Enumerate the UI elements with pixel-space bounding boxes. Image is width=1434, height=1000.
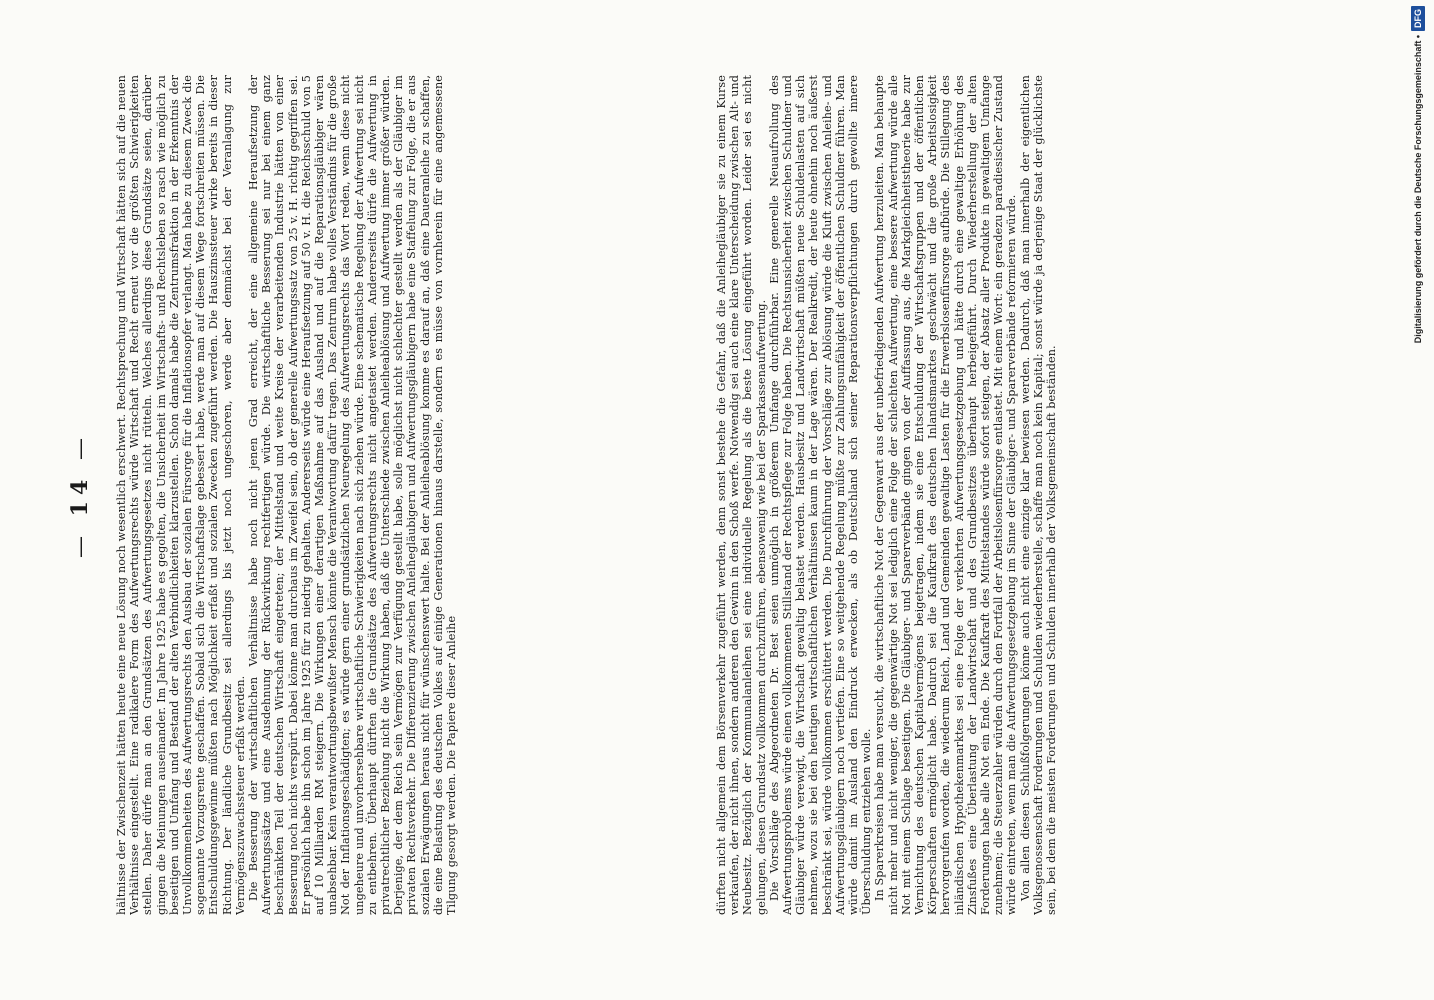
text-columns xyxy=(115,75,1295,915)
paragraph: Die Vorschläge des Abgeordneten Dr. Best seien unmöglich in größerem Umfange durchführbar. Eine generelle Neuaufrollung des Aufwertungsproblems würde einen vollkommenen Stillstand der Rechtspflege zur Folge haben. Die Rechtsunsicherheit zwischen Schuldner und Gläubiger würde verewigt, die Wirtschaft gewaltig belastet werden. Hausbesitz und Landwirtschaft müßten neue Schuldenlasten auf sich nehmen, wozu sie bei den heutigen wirtschaftlichen Verhältnissen kaum in der Lage wären. Der Realkredit, der heute ohnehin noch äußerst beschränkt sei, würde vollkommen erschüttert werden. Die Durchführung der Vorschläge zur Ablösung würde die Kluft zwischen Anleihe- und Aufwertungsgläubigern noch vertiefen. Eine so weitgehende Regelung müßte zur Zahlungsunfähigkeit der öffentlichen Schuldner führen. Man würde damit im Ausland den Eindruck erwecken, als ob Deutschland sich seiner Reparationsverpflichtungen durch gewollte innere Überschuldung entziehen wolle. xyxy=(767,75,874,915)
paragraph: dürften nicht allgemein dem Börsenverkehr zugeführt werden, denn sonst bestehe die Gefahr, daß die Anleihegläubiger sie zu einem Kurse verkaufen, der nicht ihnen, sondern anderen den Gewinn in den Schoß werfe. Notwendig sei auch eine klare Unterscheidung zwischen Alt- und Neubesitz. Bezüglich der Kommunalanleihen sei eine individuelle Regelung als die beste Lösung eingeführt worden. Leider sei es nicht gelungen, diesen Grundsatz vollkommen durchzuführen, ebensowenig wie bei der Sparkassenaufwertung. xyxy=(715,75,768,915)
digitization-credit xyxy=(1410,6,1426,991)
page-header xyxy=(67,75,93,915)
paragraph: Die Besserung der wirtschaftlichen Verhältnisse habe noch nicht jenen Grad erreicht, der eine allgemeine Heraufsetzung der Aufwertungssätze und eine Ausdehnung der Rückwirkung rechtfertigen würde. Die wirtschaftliche Besserung sei nur bei einem ganz beschränkten Teil der deutschen Wirtschaft eingetreten; der Mittelstand und weite Kreise der verarbeitenden Industrie hätten von einer Besserung noch nichts verspürt. Dabei könne man durchaus im Zweifel sein, ob der generelle Aufwertungssatz von 25 v. H. richtig gegriffen sei. Er persönlich habe ihn schon im Jahre 1925 für zu niedrig gehalten. Andererseits würde eine Heraufsetzung auf 50 v. H. die Reichsschuld von 5 auf 10 Milliarden RM steigern. Die Wirkungen einer derartigen Maßnahme auf das Ausland und auf die Reparationsgläubiger wären unabsehbar. Kein verantwortungsbewußter Mensch könnte die Verantwortung dafür tragen. Das Zentrum habe volles Verständnis für die große Not der Inflationsgeschädigten; es würde gern einer grundsätzlichen Neuregelung des Aufwertungsrechts das Wort reden, wenn diese nicht ungeheure und unvorhersehbare wirtschaftliche Schwierigkeiten nach sich ziehen würde. Eine schematische Regelung der Aufwertung sei nicht zu entbehren. Überhaupt dürften die Grundsätze des Aufwertungsrechts nicht angetastet werden. Andererseits dürfe die Aufwertung in privatrechtlicher Beziehung nicht die Wirkung haben, daß die Unterschiede zwischen Anleiheablösung und Aufwertung immer größer würden. Derjenige, der dem Reich sein Vermögen zur Verfügung gestellt habe, solle möglichst nicht schlechter gestellt werden als der Gläubiger im privaten Rechtsverkehr. Die Differenzierung zwischen Anleihegläubigern und Aufwertungsgläubigern habe eine Staffelung zur Folge, die er aus sozialen Erwägungen heraus nicht für wünschenswert halte. Bei der Anleiheablösung komme es darauf an, daß eine Daueranleihe zu schaffen, die eine Belastung des deutschen Volkes auf einige Generationen hinaus darstelle, sondern es müsse von vornherein für eine angemessene Tilgung gesorgt werden. Die Papiere dieser Anleihe xyxy=(247,75,459,915)
page-number: 14 xyxy=(67,473,93,517)
dfg-logo: DFG xyxy=(1411,6,1425,31)
header-dash-right: — xyxy=(68,432,93,461)
paragraph: Von allen diesen Schlußfolgerungen könne auch nicht eine einzige klar bewiesen werden. Dadurch, daß man innerhalb der eigentlichen Volksgenossenschaft Forderungen und Schulden wiederherstelle, schaffe man noch kein Kapital; sonst würde ja derjenige Staat der glücklichste sein, bei dem die meisten Forderungen und Schulden innerhalb der Volksgemeinschaft beständen. xyxy=(1018,75,1059,915)
rotated-page-content xyxy=(67,75,1315,915)
text-column-left xyxy=(115,75,695,915)
credit-text: Digitalisierung gefördert durch die Deutsche Forschungsgemeinschaft • xyxy=(1413,35,1423,344)
paragraph: In Sparerkreisen habe man versucht, die wirtschaftliche Not der Gegenwart aus der unbefriedigenden Aufwertung herzuleiten. Man behaupte nicht mehr und nicht weniger, die gegenwärtige Not sei lediglich eine Folge der schlechten Aufwertung, eine bessere Aufwertung würde alle Not mit einem Schlage beseitigen. Die Gläubiger- und Sparerverbände gingen von der Auffassung aus, die Markgleichheitstheorie habe zur Vernichtung des deutschen Kapitalvermögens beigetragen, indem sie eine Entschuldung der Wirtschaftsgruppen und der öffentlichen Körperschaften ermöglicht habe. Dadurch sei die Kaufkraft des deutschen Inlandsmarktes geschwächt und die große Arbeitslosigkeit hervorgerufen worden, die wiederum Reich, Land und Gemeinden gewaltige Lasten für die Erwerbslosenfürsorge aufbürde. Die Stillegung des inländischen Hypothekenmarktes sei eine Folge der verkehrten Aufwertungsgesetzgebung und hätte durch eine gewaltige Erhöhung des Zinsfußes eine Überlastung der Landwirtschaft und des Grundbesitzes überhaupt herbeigeführt. Durch Wiederherstellung der alten Forderungen habe alle Not ein Ende. Die Kaufkraft des Mittelstandes würde sofort steigen, der Absatz aller Produkte in gewaltigem Umfange zunehmen; die Steuerzahler würden durch den Fortfall der Arbeitslosenfürsorge entlastet. Mit einem Wort: ein geradezu paradiesischer Zustand würde eintreten, wenn man die Aufwertungsgesetzgebung im Sinne der Gläubiger- und Sparerverbände reformieren würde. xyxy=(873,75,1019,915)
text-column-right xyxy=(715,75,1295,915)
paragraph: hältnisse der Zwischenzeit hätten heute eine neue Lösung noch wesentlich erschwert. Rechtsprechung und Wirtschaft hätten sich auf die neuen Verhältnisse eingestellt. Eine radikalere Form des Aufwertungsrechts würde Wirtschaft und Recht erneut vor die größten Schwierigkeiten stellen. Daher dürfe man an den Grundsätzen des Aufwertungsgesetzes nicht rütteln. Welches allerdings diese Grundsätze seien, darüber gingen die Meinungen auseinander. Im Jahre 1925 habe es gegolten, die Unsicherheit im Wirtschafts- und Rechtsleben so rasch wie möglich zu beseitigen und Umfang und Bestand der alten Verbindlichkeiten klarzustellen. Schon damals habe die Zentrumsfraktion in der Erkenntnis der Unvollkommenheiten des Aufwertungsrechts den Ausbau der sozialen Fürsorge für die Inflationsopfer verlangt. Man habe zu diesem Zweck die sogenannte Vorzugsrente geschaffen. Sobald sich die Wirtschaftslage gebessert habe, werde man auf diesem Wege fortschreiten müssen. Die Entschuldungsgewinne müßten nach Möglichkeit erfaßt und sozialen Zwecken zugeführt werden. Die Hauszinssteuer wirke bereits in dieser Richtung. Der ländliche Grundbesitz sei allerdings bis jetzt noch ungeschoren, werde aber demnächst bei der Veranlagung zur Vermögenszuwachssteuer erfaßt werden. xyxy=(115,75,247,915)
header-dash-left: — xyxy=(68,529,93,558)
